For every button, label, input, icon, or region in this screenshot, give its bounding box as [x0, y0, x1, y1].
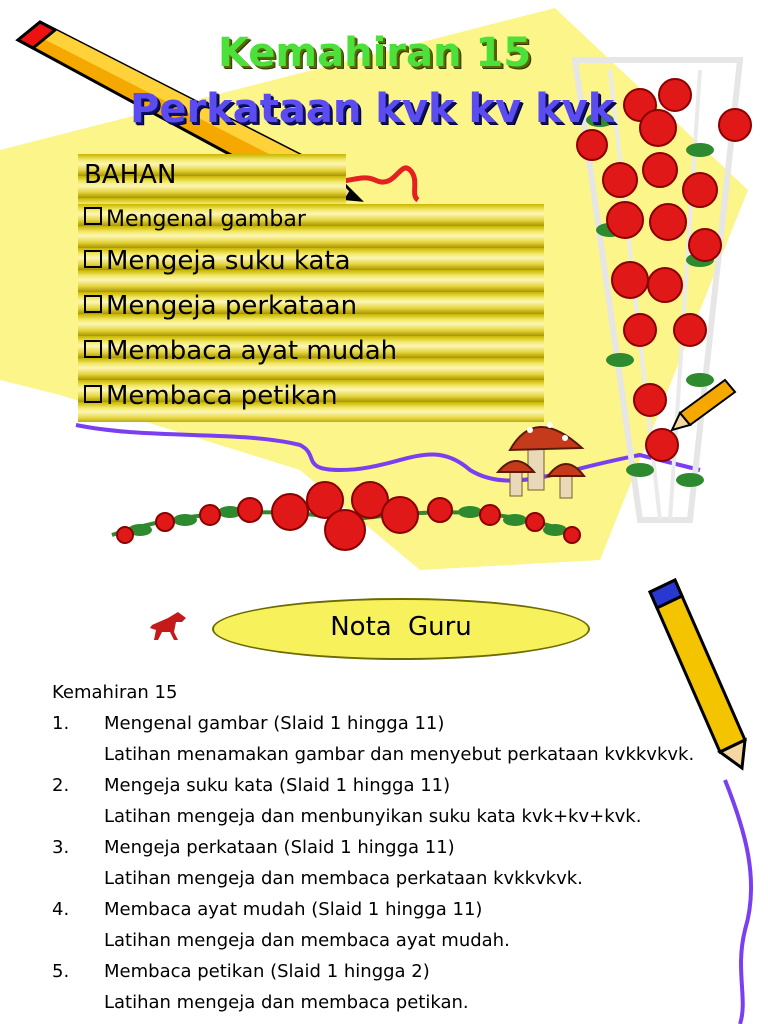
bahan-item-label: Mengeja suku kata: [106, 246, 351, 276]
checkbox-bullet-icon: [84, 207, 102, 225]
notes-item-number: 4.: [52, 899, 70, 920]
checkbox-bullet-icon: [84, 340, 102, 358]
notes-item-desc: Latihan mengeja dan membaca ayat mudah.: [104, 930, 510, 951]
notes-item-desc: Latihan mengeja dan menbunyikan suku kata kvk+kv+kvk.: [104, 806, 642, 827]
bahan-item-label: Membaca ayat mudah: [106, 336, 398, 366]
bahan-item: [84, 207, 306, 232]
checkbox-bullet-icon: [84, 295, 102, 313]
bahan-item: [84, 336, 397, 366]
checkbox-bullet-icon: [84, 385, 102, 403]
nota-guru-label: Nota Guru: [330, 612, 472, 642]
bahan-item: [84, 291, 357, 321]
notes-item-number: 5.: [52, 961, 70, 982]
notes-item-title: Membaca petikan (Slaid 1 hingga 2): [104, 961, 430, 982]
notes-item-desc: Latihan mengeja dan membaca petikan.: [104, 992, 469, 1013]
notes-item-number: 3.: [52, 837, 70, 858]
purple-curve: [725, 780, 751, 1024]
title-line-2: Perkataan kvk kv kvk: [130, 86, 615, 132]
horse-icon: [150, 612, 186, 640]
bahan-item-label: Mengenal gambar: [106, 207, 306, 232]
checkbox-bullet-icon: [84, 250, 102, 268]
notes-item-desc: Latihan mengeja dan membaca perkataan kvkkvkvk.: [104, 868, 583, 889]
notes-item-title: Membaca ayat mudah (Slaid 1 hingga 11): [104, 899, 483, 920]
notes-item-desc: Latihan menamakan gambar dan menyebut perkataan kvkkvkvk.: [104, 744, 695, 765]
bahan-item: [84, 381, 338, 411]
pencil-icon: [650, 580, 745, 768]
notes-heading: Kemahiran 15: [52, 682, 178, 703]
bahan-label: BAHAN: [84, 160, 177, 190]
notes-item-number: 2.: [52, 775, 70, 796]
notes-item-title: Mengeja perkataan (Slaid 1 hingga 11): [104, 837, 455, 858]
bahan-item: [84, 246, 351, 276]
title-line-1: Kemahiran 15: [218, 30, 532, 76]
bahan-item-label: Mengeja perkataan: [106, 291, 358, 321]
notes-item-title: Mengenal gambar (Slaid 1 hingga 11): [104, 713, 445, 734]
bahan-item-label: Membaca petikan: [106, 381, 338, 411]
notes-item-number: 1.: [52, 713, 70, 734]
notes-item-title: Mengeja suku kata (Slaid 1 hingga 11): [104, 775, 451, 796]
